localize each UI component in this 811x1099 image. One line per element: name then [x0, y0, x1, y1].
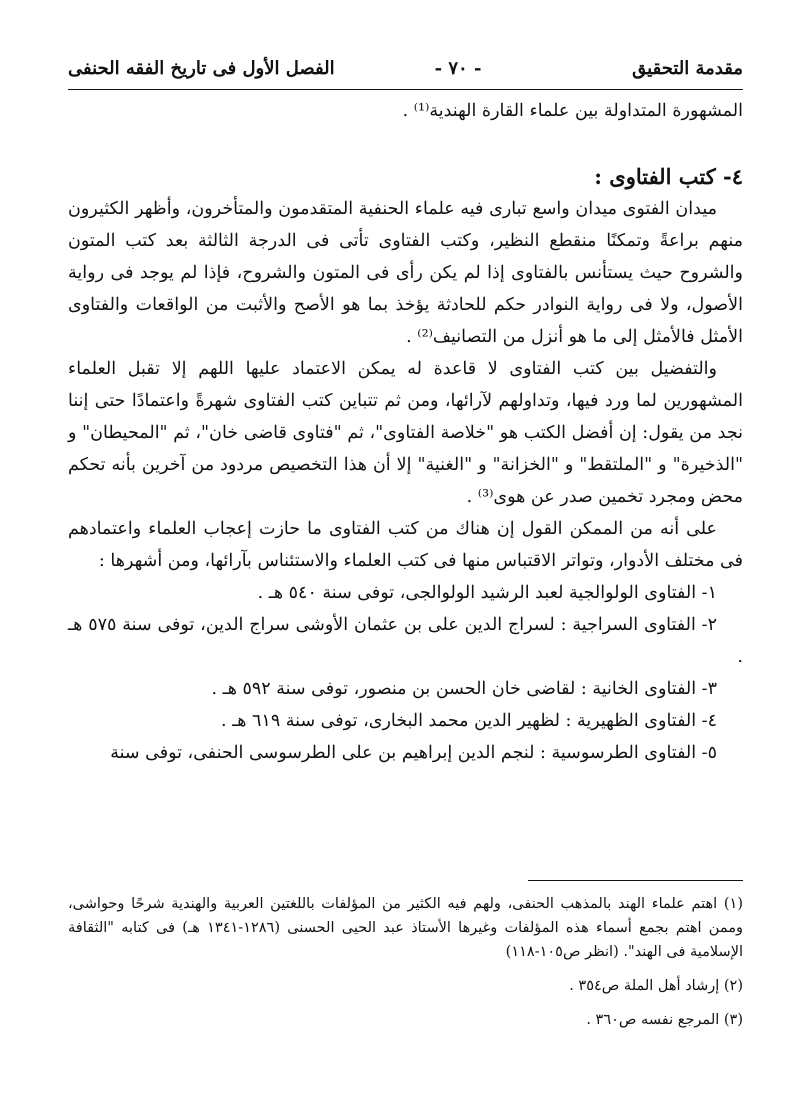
section-heading: ٤- كتب الفتاوى : — [594, 164, 743, 189]
running-header — [68, 58, 743, 88]
paragraph-2: والتفضيل بين كتب الفتاوى لا قاعدة له يمكن الاعتماد عليها اللهم إلا تقبل العلماء المشهورين لما ورد فيها، وتداولهم لآرائها، ومن ثم تتباين كتب الفتاوى شهرةً واعتمادًا حتى إننا نجد من يقول: إن أفضل الكتب هو "خلاصة الفتاوى"، ثم "فتاوى قاضى خان"، ثم "المحيطان" و "الذخيرة" و "الملتقط" و "الخزانة" و "الغنية" إلا أن هذا التخصيص مردود من آخرين بأنه تحكم محض ومجرد تخمين صدر عن هوى⁽³⁾ . — [68, 359, 743, 507]
paragraph-1: ميدان الفتوى ميدان واسع تبارى فيه علماء الحنفية المتقدمون والمتأخرون، وأظهر الكثيرون منهم براعةً وتمكنًا منقطع النظير، وكتب الفتاوى تأتى فى الدرجة الثالثة بعد كتب المتون والشروح حيث يستأنس بالفتاوى إذا لم يكن رأى فى المتون والشروح، فإذا لم يوجد فى رواية الأصول، ولا فى رواية النوادر حكم للحادثة يؤخذ بما هو الأصح والأثبت من الواقعات والفتاوى الأمثل فالأمثل إلى ما هو أنزل من التصانيف⁽²⁾ . — [68, 199, 743, 347]
list-item: ١- الفتاوى الولوالجية لعبد الرشيد الولوالجى، توفى سنة ٥٤٠ هـ . — [257, 583, 717, 603]
header-divider — [68, 89, 743, 90]
header-chapter-title: الفصل الأول فى تاريخ الفقه الحنفى — [68, 58, 335, 79]
list-item: ٤- الفتاوى الظهيرية : لظهير الدين محمد البخارى، توفى سنة ٦١٩ هـ . — [220, 711, 717, 731]
list-item: ٣- الفتاوى الخانية : لقاضى خان الحسن بن منصور، توفى سنة ٥٩٢ هـ . — [211, 679, 717, 699]
footnote-3: (٣) المرجع نفسه ص٣٦٠ . — [586, 1012, 743, 1028]
list-item: ٥- الفتاوى الطرسوسية : لنجم الدين إبراهيم بن على الطرسوسى الحنفى، توفى سنة — [110, 743, 717, 763]
footnote-divider — [528, 880, 743, 881]
page-number: - ٧٠ - — [434, 58, 482, 79]
footnote-1: (١) اهتم علماء الهند بالمذهب الحنفى، ولهم فيه الكثير من المؤلفات باللغتين العربية والهندية شرحًا وحواشى، وممن اهتم بجمع أسماء هذه المؤلفات وغيرها الأستاذ عبد الحيى الحسنى (١٢٨٦-١٣٤١ هـ) فى كتابه "الثقافة الإسلامية فى الهند". (انظر ص١٠٥-١١٨) — [68, 896, 743, 960]
header-section-title: مقدمة التحقيق — [632, 58, 743, 79]
footnotes — [68, 892, 743, 1042]
list-item: ٢- الفتاوى السراجية : لسراج الدين على بن عثمان الأوشى سراج الدين، توفى سنة ٥٧٥ هـ . — [68, 615, 743, 667]
paragraph-3: على أنه من الممكن القول إن هناك من كتب الفتاوى ما حازت إعجاب العلماء واعتمادهم فى مختلف الأدوار، وتواتر الاقتباس منها فى كتب العلماء والاستئناس بآرائها، ومن أشهرها : — [68, 519, 743, 571]
main-text — [68, 95, 743, 769]
opening-line: المشهورة المتداولة بين علماء القارة الهندية⁽¹⁾ . — [402, 101, 743, 121]
footnote-2: (٢) إرشاد أهل الملة ص٣٥٤ . — [569, 978, 743, 994]
